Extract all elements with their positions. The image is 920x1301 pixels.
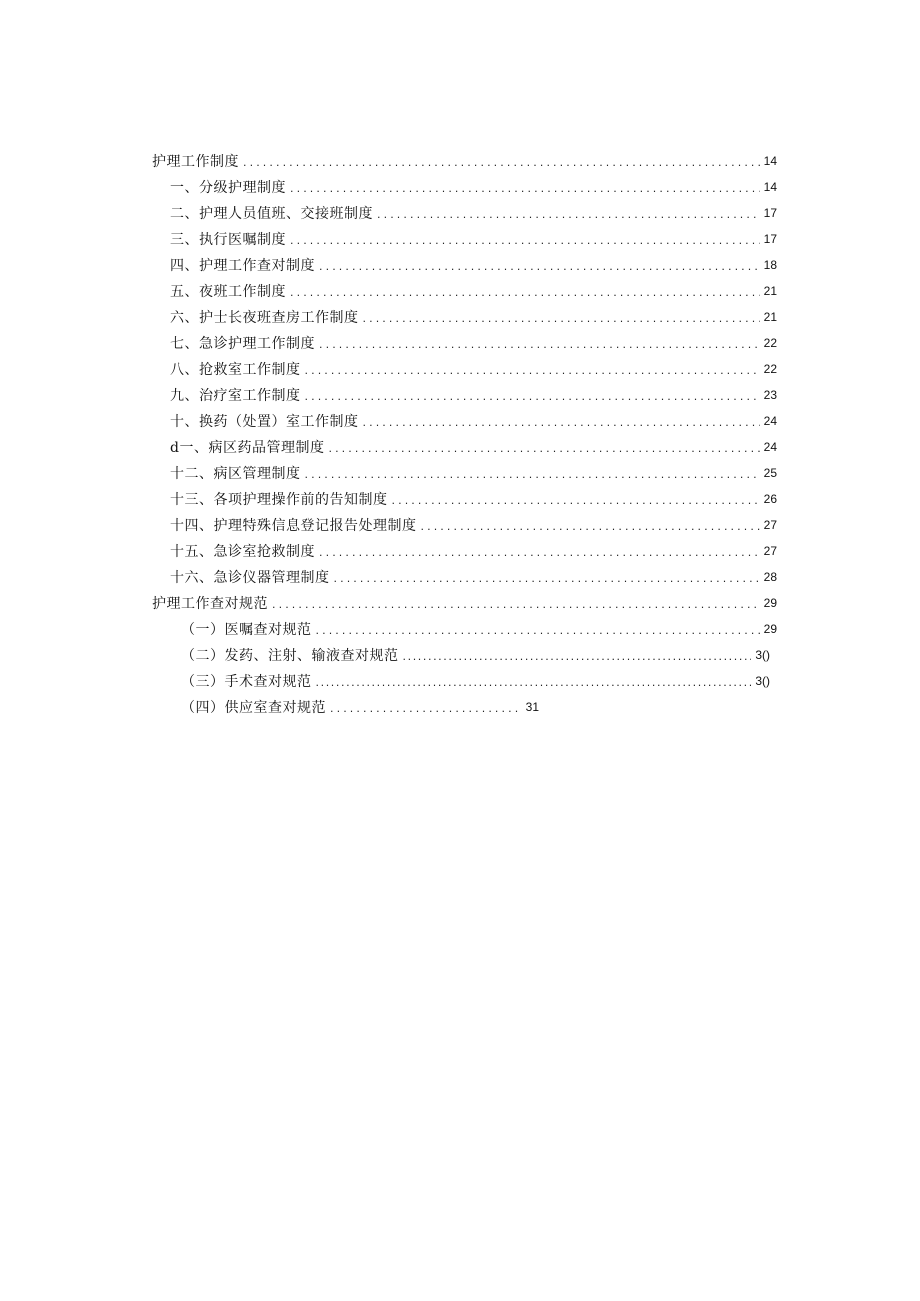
dot-leader xyxy=(319,339,760,350)
toc-entry[interactable] xyxy=(0,382,920,408)
toc-entry[interactable] xyxy=(0,278,920,304)
dot-leader xyxy=(328,443,759,454)
toc-entry-title: 护理工作制度 xyxy=(152,154,239,170)
toc-entry-title: 二、护理人员值班、交接班制度 xyxy=(170,206,373,222)
dot-leader xyxy=(316,625,760,636)
toc-entry-page: 17 xyxy=(763,206,777,220)
dot-leader xyxy=(319,261,760,272)
toc-entry[interactable] xyxy=(0,460,920,486)
toc-entry-title: 三、执行医嘱制度 xyxy=(170,232,286,248)
toc-entry-page: 27 xyxy=(763,544,777,558)
toc-entry[interactable] xyxy=(0,174,920,200)
toc-entry[interactable] xyxy=(0,148,920,174)
toc-entry[interactable] xyxy=(0,434,920,460)
toc-entry[interactable] xyxy=(0,564,920,590)
toc-entry-page: 31 xyxy=(525,700,539,714)
toc-entry-page: 24 xyxy=(763,440,777,454)
toc-entry-page: 21 xyxy=(763,284,777,298)
dot-leader xyxy=(392,495,760,506)
toc-entry-page: 24 xyxy=(763,414,777,428)
toc-entry-title: 十三、各项护理操作前的告知制度 xyxy=(170,492,388,508)
toc-entry-title: 十五、急诊室抢救制度 xyxy=(170,544,315,560)
toc-entry[interactable] xyxy=(0,616,920,642)
dot-leader xyxy=(272,599,760,610)
toc-entry-title: 护理工作查对规范 xyxy=(152,596,268,612)
dot-leader xyxy=(290,235,760,246)
toc-entry[interactable] xyxy=(0,694,920,720)
toc-entry-page: 21 xyxy=(763,310,777,324)
table-of-contents xyxy=(0,148,920,720)
toc-entry-page: 3() xyxy=(755,648,770,662)
toc-entry[interactable] xyxy=(0,356,920,382)
toc-entry-title: 五、夜班工作制度 xyxy=(170,284,286,300)
toc-entry[interactable] xyxy=(0,408,920,434)
toc-entry-title: 十六、急诊仪器管理制度 xyxy=(170,570,330,586)
dot-leader xyxy=(421,521,760,532)
toc-entry-page: 25 xyxy=(763,466,777,480)
toc-entry-title: 七、急诊护理工作制度 xyxy=(170,336,315,352)
toc-entry[interactable] xyxy=(0,538,920,564)
toc-entry-title: 八、抢救室工作制度 xyxy=(170,362,301,378)
toc-entry-title: d一、病区药品管理制度 xyxy=(170,440,325,456)
dot-leader xyxy=(377,209,760,220)
toc-entry-page: 29 xyxy=(763,596,777,610)
dot-leader xyxy=(290,183,760,194)
dot-leader xyxy=(305,365,760,376)
dot-leader xyxy=(330,703,522,714)
toc-entry[interactable] xyxy=(0,252,920,278)
toc-entry-page: 26 xyxy=(763,492,777,506)
dot-leader xyxy=(305,469,760,480)
toc-entry-page: 17 xyxy=(763,232,777,246)
toc-entry-title: 九、治疗室工作制度 xyxy=(170,388,301,404)
toc-entry[interactable] xyxy=(0,226,920,252)
toc-entry-page: 22 xyxy=(763,336,777,350)
dot-leader xyxy=(363,417,760,428)
toc-entry-page: 14 xyxy=(763,180,777,194)
toc-entry-page: 23 xyxy=(763,388,777,402)
dot-leader xyxy=(334,573,760,584)
dot-leader xyxy=(290,287,760,298)
toc-entry[interactable] xyxy=(0,330,920,356)
toc-entry-title: 十二、病区管理制度 xyxy=(170,466,301,482)
toc-entry-page: 29 xyxy=(763,622,777,636)
toc-entry-title: 十四、护理特殊信息登记报告处理制度 xyxy=(170,518,417,534)
toc-entry-title: 一、分级护理制度 xyxy=(170,180,286,196)
dot-leader xyxy=(403,651,752,662)
toc-entry[interactable] xyxy=(0,486,920,512)
toc-entry-page: 3() xyxy=(755,674,770,688)
dot-leader xyxy=(305,391,760,402)
toc-entry-title: 十、换药（处置）室工作制度 xyxy=(170,414,359,430)
dot-leader xyxy=(363,313,760,324)
toc-entry[interactable] xyxy=(0,304,920,330)
toc-entry-title: （四）供应室查对规范 xyxy=(181,700,326,716)
toc-entry-page: 27 xyxy=(763,518,777,532)
toc-entry[interactable] xyxy=(0,200,920,226)
toc-entry[interactable] xyxy=(0,668,920,694)
toc-entry-title: （三）手术查对规范 xyxy=(181,674,312,690)
toc-entry[interactable] xyxy=(0,642,920,668)
toc-entry[interactable] xyxy=(0,590,920,616)
toc-entry-title: （一）医嘱查对规范 xyxy=(181,622,312,638)
toc-entry-title: 四、护理工作查对制度 xyxy=(170,258,315,274)
toc-entry-page: 28 xyxy=(763,570,777,584)
toc-entry[interactable] xyxy=(0,512,920,538)
dot-leader xyxy=(316,677,752,688)
toc-entry-title: 六、护士长夜班查房工作制度 xyxy=(170,310,359,326)
toc-entry-title: （二）发药、注射、输液查对规范 xyxy=(181,648,399,664)
dot-leader xyxy=(319,547,760,558)
toc-entry-page: 18 xyxy=(763,258,777,272)
dot-leader xyxy=(243,157,760,168)
toc-entry-page: 22 xyxy=(763,362,777,376)
toc-entry-page: 14 xyxy=(763,154,777,168)
